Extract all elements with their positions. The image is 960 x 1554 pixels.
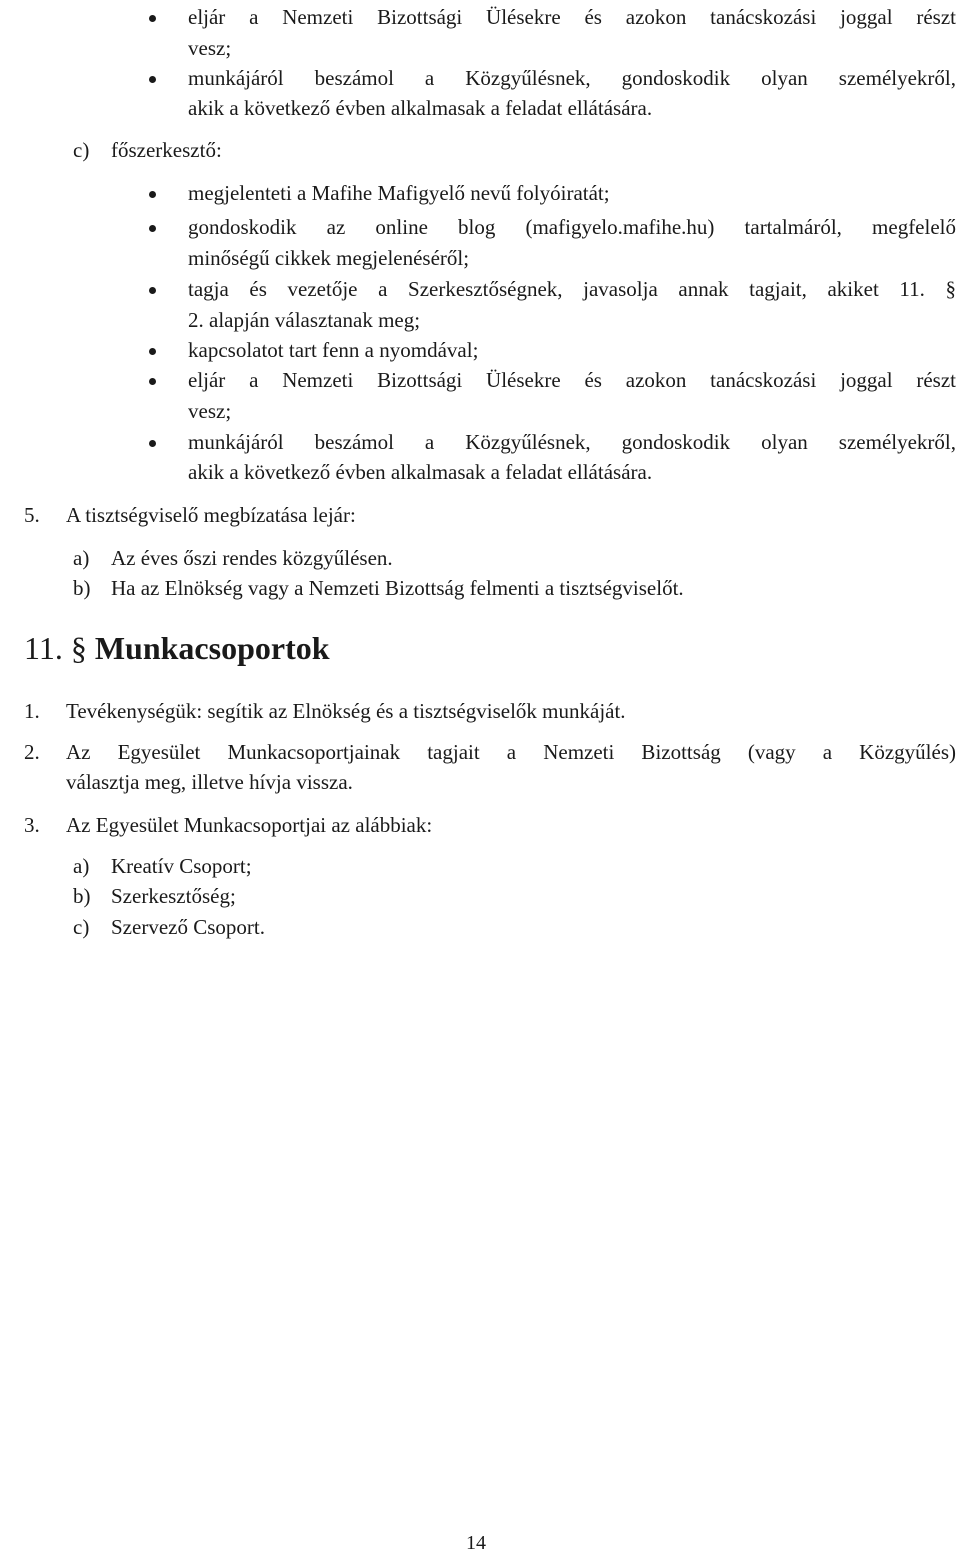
bullet-item-text: 2. alapján választanak meg; xyxy=(188,308,421,332)
list-label: c) xyxy=(73,915,90,939)
bullet-icon xyxy=(149,225,156,232)
bullet-item-text: vesz; xyxy=(188,399,232,423)
point-text: Az Egyesület Munkacsoportjai az alábbiak: xyxy=(66,813,433,837)
bullet-icon xyxy=(149,287,156,294)
point-text: választja meg, illetve hívja vissza. xyxy=(66,770,353,794)
bullet-icon xyxy=(149,378,156,385)
list-item-text: Kreatív Csoport; xyxy=(111,854,252,878)
bullet-item-text: munkájáról beszámol a Közgyűlésnek, gondoskodik olyan személyekről, xyxy=(188,430,956,454)
bullet-item-text: munkájáról beszámol a Közgyűlésnek, gondoskodik olyan személyekről, xyxy=(188,66,956,90)
list-item-text: Ha az Elnökség vagy a Nemzeti Bizottság felmenti a tisztségviselőt. xyxy=(111,576,684,600)
list-label: b) xyxy=(73,576,91,600)
point-number: 3. xyxy=(24,813,40,837)
point-text: Tevékenységük: segítik az Elnökség és a tisztségviselők munkáját. xyxy=(66,699,626,723)
list-label: a) xyxy=(73,546,90,570)
bullet-icon xyxy=(149,15,156,22)
point-number: 2. xyxy=(24,740,40,764)
list-item-text: Szervező Csoport. xyxy=(111,915,265,939)
section-title: Munkacsoportok xyxy=(94,630,330,666)
point-text: Az Egyesület Munkacsoportjainak tagjait a Nemzeti Bizottság (vagy a Közgyűlés) xyxy=(66,740,956,764)
bullet-item-text: tagja és vezetője a Szerkesztőségnek, javasolja annak tagjait, akiket 11. § xyxy=(188,277,956,301)
list-label: a) xyxy=(73,854,90,878)
page-number: 14 xyxy=(466,1532,486,1554)
bullet-item-text: eljár a Nemzeti Bizottsági Ülésekre és azokon tanácskozási joggal részt xyxy=(188,368,956,392)
bullet-item-text: eljár a Nemzeti Bizottsági Ülésekre és azokon tanácskozási joggal részt xyxy=(188,5,956,29)
list-label: c) xyxy=(73,138,90,162)
bullet-icon xyxy=(149,440,156,447)
bullet-item-text: akik a következő évben alkalmasak a feladat ellátására. xyxy=(188,460,653,484)
point-number: 5. xyxy=(24,503,40,527)
bullet-item-text: minőségű cikkek megjelenéséről; xyxy=(188,246,470,270)
list-item-text: Szerkesztőség; xyxy=(111,884,236,908)
section-number: 11. § xyxy=(24,630,87,666)
bullet-item-text: kapcsolatot tart fenn a nyomdával; xyxy=(188,338,479,362)
point-number: 1. xyxy=(24,699,40,723)
section-heading xyxy=(24,632,330,664)
bullet-icon xyxy=(149,191,156,198)
bullet-item-text: vesz; xyxy=(188,36,232,60)
list-item-text: Az éves őszi rendes közgyűlésen. xyxy=(111,546,393,570)
list-item-title: főszerkesztő: xyxy=(111,138,222,162)
bullet-icon xyxy=(149,76,156,83)
bullet-item-text: gondoskodik az online blog (mafigyelo.mafihe.hu) tartalmáról, megfelelő xyxy=(188,215,956,239)
bullet-item-text: akik a következő évben alkalmasak a feladat ellátására. xyxy=(188,96,653,120)
bullet-item-text: megjelenteti a Mafihe Mafigyelő nevű folyóiratát; xyxy=(188,181,610,205)
point-text: A tisztségviselő megbízatása lejár: xyxy=(66,503,356,527)
bullet-icon xyxy=(149,348,156,355)
list-label: b) xyxy=(73,884,91,908)
